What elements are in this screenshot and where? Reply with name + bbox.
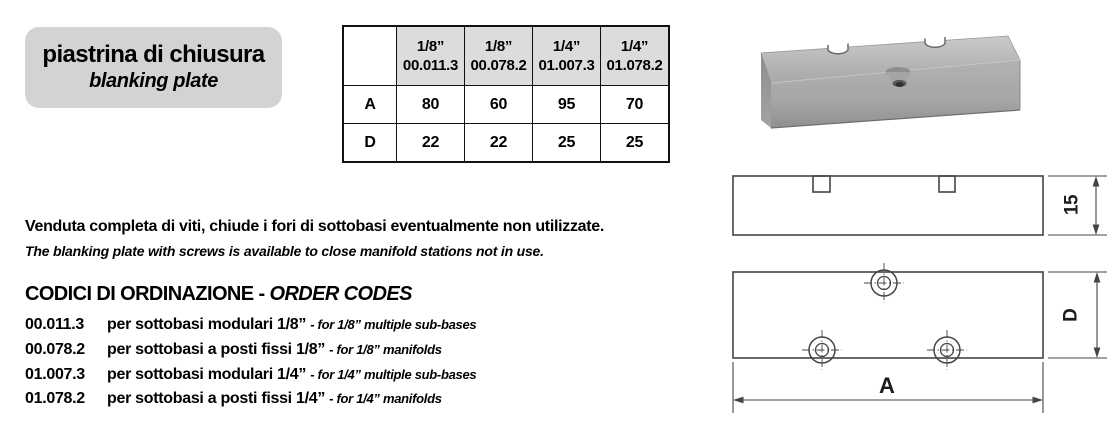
order-desc-english: for 1/4” multiple sub-bases [317, 366, 477, 382]
desc-separator: - [329, 341, 337, 357]
order-desc [107, 338, 442, 363]
top-view-outline [733, 272, 1043, 358]
col-code: 00.011.3 [402, 57, 459, 74]
cell-A-2: 60 [465, 86, 533, 124]
cell-D-1: 22 [397, 124, 465, 163]
spec-table-corner-cell [343, 26, 397, 86]
dim-label-15: 15 [1061, 194, 1083, 216]
dim-label-A: A [879, 373, 895, 398]
order-code: 01.007.3 [25, 365, 85, 383]
cell-D-4: 25 [601, 124, 670, 163]
order-desc-italian: per sottobasi a posti fissi 1/4” [107, 390, 330, 408]
heading-italian: CODICI DI ORDINAZIONE [25, 283, 254, 305]
order-desc-italian: per sottobasi modulari 1/4” [107, 365, 311, 383]
order-desc-english: for 1/4” manifolds [336, 391, 442, 407]
spec-col-header-4 [601, 26, 670, 86]
top-view-holes [802, 263, 967, 370]
desc-separator: - [329, 391, 337, 407]
order-desc-english: for 1/8” manifolds [336, 341, 442, 357]
side-view-outline [733, 176, 1043, 235]
product-title-box [25, 27, 282, 108]
product-title-italian: piastrina di chiusura [42, 41, 265, 69]
spec-table [342, 25, 670, 163]
col-size: 1/4” [620, 38, 649, 55]
desc-separator: - [310, 317, 318, 332]
spec-row-D [343, 124, 669, 163]
col-size: 1/8” [484, 38, 513, 55]
col-size: 1/8” [416, 38, 445, 55]
row-label: A [343, 86, 397, 124]
order-desc-italian: per sottobasi modulari 1/8” [107, 316, 311, 333]
spec-table-header-row [343, 26, 669, 86]
order-code: 00.078.2 [25, 340, 85, 358]
col-code: 00.078.2 [470, 57, 527, 74]
row-label: D [343, 124, 397, 163]
cell-A-3: 95 [533, 86, 601, 124]
order-desc [107, 313, 476, 338]
spec-col-header-2 [465, 26, 533, 86]
description-english: The blanking plate with screws is available to close manifold stations not in use. [25, 243, 544, 259]
col-code: 01.078.2 [606, 57, 663, 74]
technical-drawings [715, 160, 1108, 447]
spec-col-header-1 [397, 26, 465, 86]
order-desc [107, 363, 476, 388]
product-photo-3d [748, 18, 1048, 143]
order-desc-english: for 1/8” multiple sub-bases [317, 317, 477, 332]
heading-english: ORDER CODES [269, 283, 412, 305]
col-size: 1/4” [552, 38, 581, 55]
product-title-english: blanking plate [89, 69, 218, 92]
desc-separator: - [310, 366, 318, 382]
spec-col-header-3 [533, 26, 601, 86]
order-desc-italian: per sottobasi a posti fissi 1/8” [107, 340, 330, 358]
order-code: 01.078.2 [25, 390, 85, 408]
cell-D-3: 25 [533, 124, 601, 163]
order-codes-heading [25, 283, 412, 306]
cell-A-4: 70 [601, 86, 670, 124]
description-italian: Venduta completa di viti, chiude i fori di sottobasi eventualmente non utilizzate. [25, 218, 605, 235]
cell-A-1: 80 [397, 86, 465, 124]
blanking-plate-block [761, 36, 1020, 128]
dim-label-D: D [1060, 308, 1082, 322]
spec-row-A [343, 86, 669, 124]
heading-separator: - [253, 283, 270, 305]
cell-D-2: 22 [465, 124, 533, 163]
col-code: 01.007.3 [538, 57, 595, 74]
order-code: 00.011.3 [25, 316, 84, 333]
order-desc [107, 387, 442, 412]
